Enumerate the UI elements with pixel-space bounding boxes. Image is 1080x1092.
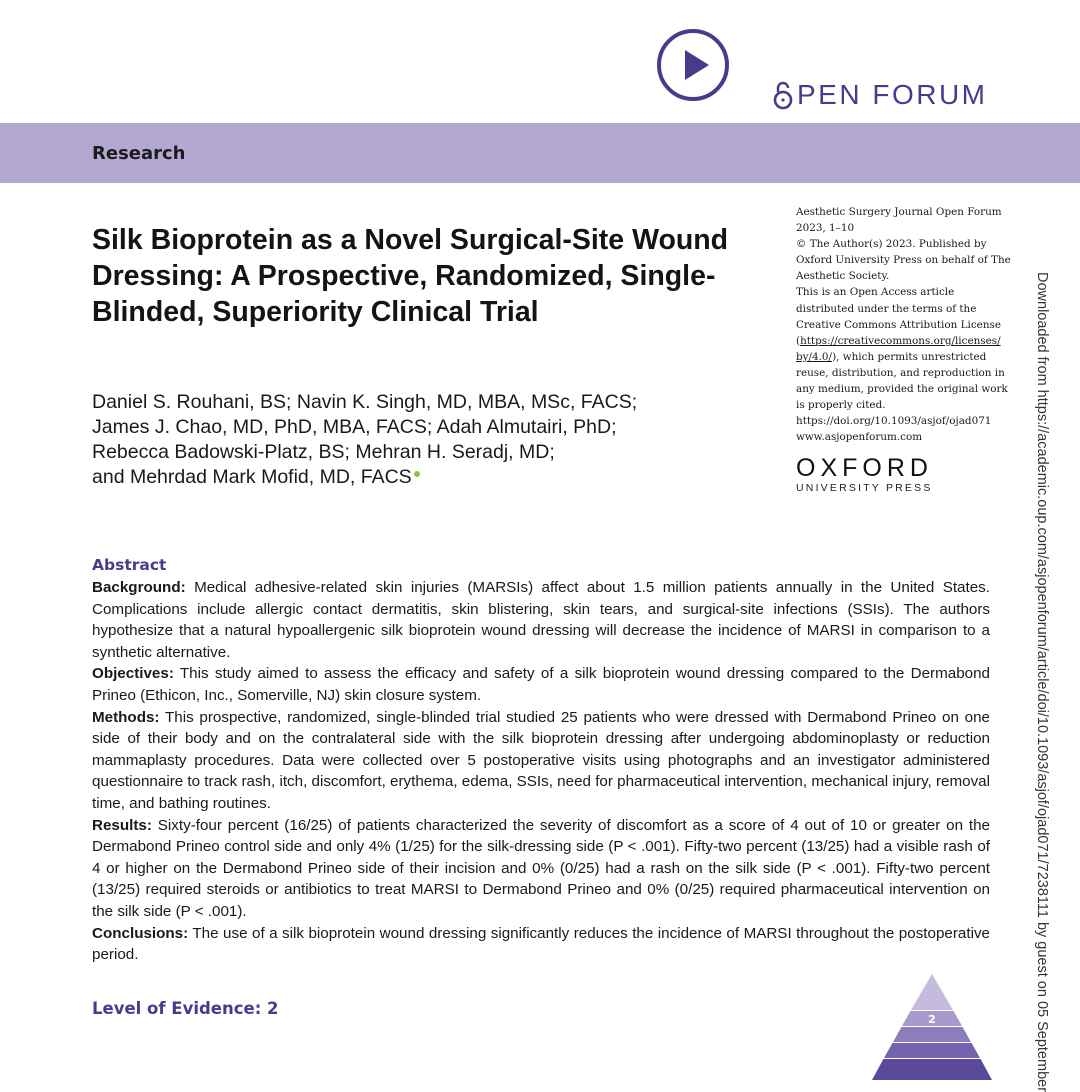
objectives-text: This study aimed to assess the efficacy and safety of a silk bioprotein wound dressing compared to the Dermabond Prineo (Ethicon, Inc., Somerville, NJ) skin closure system. bbox=[92, 665, 990, 704]
play-circle-icon[interactable] bbox=[656, 28, 730, 102]
license-line: distributed under the terms of the bbox=[796, 302, 977, 315]
abstract-background bbox=[92, 577, 990, 663]
license-line: any medium, provided the original work bbox=[796, 383, 1008, 396]
license-link[interactable]: https://creativecommons.org/licenses/ bbox=[800, 334, 1001, 347]
author-line-text: and Mehrdad Mark Mofid, MD, FACS bbox=[92, 466, 412, 488]
methods-text: This prospective, randomized, single-blinded trial studied 25 patients who were dressed with Dermabond Prineo on one side of their body and on the contralateral side with the silk bioprotein dressing after undergoing abdominoplasty or reduction mammaplasty procedures. Data were collected over 5 postoperative visits using photographs and an investigator administered questionnaire to track rash, itch, discomfort, erythema, edema, SSIs, need for pharmaceutical intervention, mechanical injury, removal time, and bathing routines. bbox=[92, 708, 990, 812]
author-line: Rebecca Badowski-Platz, BS; Mehran H. Seradj, MD; bbox=[92, 441, 555, 463]
license-line: reuse, distribution, and reproduction in bbox=[796, 366, 1005, 379]
results-text: Sixty-four percent (16/25) of patients characterized the severity of discomfort as a score of 4 out of 10 or greater on the Dermabond Prineo control side and only 4% (1/25) for the silk-dressing side (P < .001). Fifty-two percent (13/25) had a visible rash of 4 or higher on the Dermabond Prineo side of their incision and 0% (0/25) had a rash on the silk side (P < .001). Fifty-two percent (13/25) required steroids or antibiotics to treat MARSI to Dermabond Prineo and 0% (0/25) required pharmaceutical intervention on the silk side (P < .001). bbox=[92, 816, 990, 920]
brand-logo bbox=[772, 78, 988, 112]
abstract-body bbox=[92, 577, 990, 966]
license-line: Creative Commons Attribution License bbox=[796, 318, 1001, 331]
conclusions-text: The use of a silk bioprotein wound dressing significantly reduces the incidence of MARSI throughout the postoperative period. bbox=[92, 924, 990, 964]
copyright-line: Oxford University Press on behalf of The bbox=[796, 254, 1011, 267]
article-title: Silk Bioprotein as a Novel Surgical-Site Wound Dressing: A Prospective, Randomized, Single-Blinded, Superiority Clinical Trial bbox=[92, 224, 729, 328]
objectives-label: Objectives: bbox=[92, 665, 174, 683]
author-line: James J. Chao, MD, PhD, MBA, FACS; Adah Almutairi, PhD; bbox=[92, 416, 617, 438]
license-line bbox=[796, 333, 1001, 349]
journal-year: 2023, 1–10 bbox=[796, 222, 855, 235]
background-label: Background: bbox=[92, 579, 186, 596]
journal-name: Aesthetic Surgery Journal Open Forum bbox=[796, 206, 1002, 218]
copyright-line: Aesthetic Society. bbox=[796, 270, 890, 283]
author-line bbox=[92, 465, 732, 490]
abstract-heading: Abstract bbox=[92, 556, 167, 574]
author-line: Daniel S. Rouhani, BS; Navin K. Singh, MD, MBA, MSc, FACS; bbox=[92, 391, 638, 413]
publisher-logo bbox=[796, 454, 933, 494]
license-line: This is an Open Access article bbox=[796, 286, 955, 299]
brand-text: PEN FORUM bbox=[797, 79, 988, 110]
journal-site-link[interactable]: www.asjopenforum.com bbox=[796, 431, 923, 444]
license-link-cont[interactable]: by/4.0/ bbox=[796, 350, 833, 363]
license-line bbox=[796, 349, 996, 365]
abstract-objectives bbox=[92, 663, 990, 706]
evidence-level-number: 2 bbox=[928, 1013, 936, 1026]
evidence-pyramid-icon bbox=[872, 972, 992, 1080]
citation-block bbox=[796, 204, 1011, 445]
doi-link[interactable]: https://doi.org/10.1093/asjof/ojad071 bbox=[796, 415, 992, 428]
download-watermark: Downloaded from https://academic.oup.com/asjopenforum/article/doi/10.1093/asjof/ojad071/7238111 by guest on 05 September bbox=[1034, 272, 1050, 1092]
open-lock-icon bbox=[772, 80, 794, 110]
abstract-methods bbox=[92, 707, 990, 815]
conclusions-label: Conclusions: bbox=[92, 924, 189, 942]
section-label: Research bbox=[92, 143, 186, 164]
license-line: is properly cited. bbox=[796, 399, 886, 412]
paren: ( bbox=[796, 334, 801, 347]
publisher-main: OXFORD bbox=[796, 454, 933, 482]
background-text: Medical adhesive-related skin injuries (MARSIs) affect about 1.5 million patients annually in the United States. Complications include allergic contact dermatitis, skin blistering, skin tears, and surgical-site infections (SSIs). The authors hypothesize that a natural hypoallergenic silk bioprotein wound dressing will decrease the incidence of MARSI in comparison to a synthetic alternative. bbox=[92, 579, 990, 661]
copyright-line: © The Author(s) 2023. Published by bbox=[796, 238, 987, 251]
methods-label: Methods: bbox=[92, 708, 160, 726]
publisher-sub: UNIVERSITY PRESS bbox=[796, 482, 933, 494]
level-of-evidence: Level of Evidence: 2 bbox=[92, 999, 279, 1018]
results-label: Results: bbox=[92, 816, 152, 834]
license-text: ), which permits unrestricted bbox=[832, 350, 987, 363]
orcid-icon[interactable] bbox=[414, 471, 420, 477]
author-list bbox=[92, 390, 732, 490]
abstract-results bbox=[92, 815, 990, 923]
abstract-conclusions bbox=[92, 923, 990, 966]
